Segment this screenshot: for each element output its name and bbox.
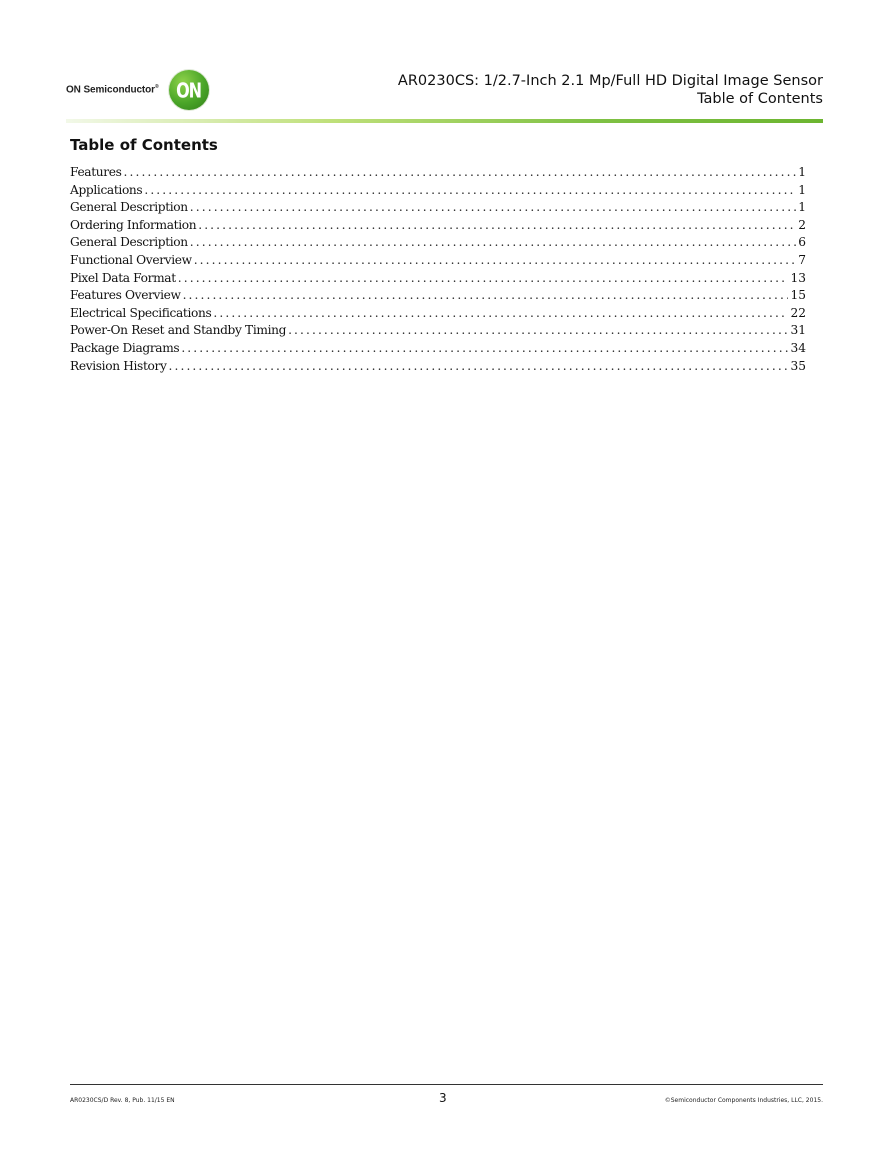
page-header — [398, 72, 823, 108]
toc-entry-label[interactable]: Electrical Specifications — [70, 305, 212, 320]
section-title: Table of Contents — [697, 91, 823, 107]
footer-divider — [70, 1084, 823, 1085]
toc-entry[interactable] — [70, 287, 806, 305]
toc-entry-page[interactable]: 35 — [790, 358, 806, 373]
on-logo-icon: ON — [169, 70, 209, 110]
toc-entry-page[interactable]: 22 — [790, 305, 806, 320]
toc-entry[interactable] — [70, 217, 806, 235]
page-number: 3 — [439, 1091, 447, 1105]
toc-entry-page[interactable]: 15 — [790, 288, 806, 303]
toc-entry[interactable] — [70, 322, 806, 340]
toc-entry-page[interactable]: 1 — [798, 165, 806, 179]
toc-leader — [288, 322, 788, 340]
toc-entry-page[interactable]: 7 — [798, 252, 806, 267]
toc-leader — [198, 217, 796, 235]
toc-list — [70, 164, 806, 375]
toc-heading: Table of Contents — [70, 136, 218, 154]
toc-entry-label[interactable]: Ordering Information — [70, 217, 197, 232]
toc-entry-label[interactable]: Applications — [70, 182, 143, 197]
toc-leader — [213, 305, 788, 323]
logo-wordmark: ON Semiconductor® — [66, 84, 159, 96]
header-divider — [66, 119, 823, 123]
toc-entry-label[interactable]: Revision History — [70, 358, 167, 373]
toc-entry[interactable] — [70, 305, 806, 323]
toc-entry-page[interactable]: 1 — [798, 182, 806, 197]
toc-entry-label[interactable]: Features — [70, 165, 122, 179]
copyright-notice: ©Semiconductor Components Industries, LLC, 2015. — [664, 1097, 823, 1104]
toc-entry[interactable] — [70, 164, 806, 182]
toc-leader — [194, 252, 797, 270]
toc-entry[interactable] — [70, 270, 806, 288]
document-id: AR0230CS/D Rev. 8, Pub. 11/15 EN — [70, 1097, 175, 1104]
toc-entry-page[interactable]: 6 — [798, 235, 806, 250]
toc-entry-label[interactable]: Functional Overview — [70, 252, 192, 267]
toc-entry-page[interactable]: 34 — [790, 340, 806, 355]
toc-entry[interactable] — [70, 252, 806, 270]
toc-entry-page[interactable]: 1 — [798, 200, 806, 215]
company-logo — [66, 70, 209, 110]
toc-entry-label[interactable]: General Description — [70, 235, 188, 250]
toc-leader — [190, 234, 796, 252]
toc-entry-page[interactable]: 2 — [798, 217, 806, 232]
toc-entry-label[interactable]: Features Overview — [70, 288, 181, 303]
toc-entry[interactable] — [70, 199, 806, 217]
toc-leader — [124, 164, 797, 182]
toc-leader — [178, 270, 789, 288]
toc-entry[interactable] — [70, 234, 806, 252]
toc-leader — [181, 340, 788, 358]
toc-entry-label[interactable]: Pixel Data Format — [70, 270, 176, 285]
document-title: AR0230CS: 1/2.7-Inch 2.1 Mp/Full HD Digital Image Sensor — [397, 73, 823, 89]
toc-entry-label[interactable]: General Description — [70, 200, 188, 215]
toc-entry[interactable] — [70, 358, 806, 376]
toc-leader — [144, 182, 796, 200]
toc-entry-label[interactable]: Power-On Reset and Standby Timing — [70, 323, 287, 338]
toc-entry-label[interactable]: Package Diagrams — [70, 340, 180, 355]
toc-entry-page[interactable]: 31 — [790, 323, 806, 338]
toc-leader — [169, 358, 789, 376]
toc-entry[interactable] — [70, 182, 806, 200]
toc-entry[interactable] — [70, 340, 806, 358]
toc-entry-page[interactable]: 13 — [790, 270, 806, 285]
toc-leader — [190, 199, 796, 217]
toc-leader — [183, 287, 789, 305]
